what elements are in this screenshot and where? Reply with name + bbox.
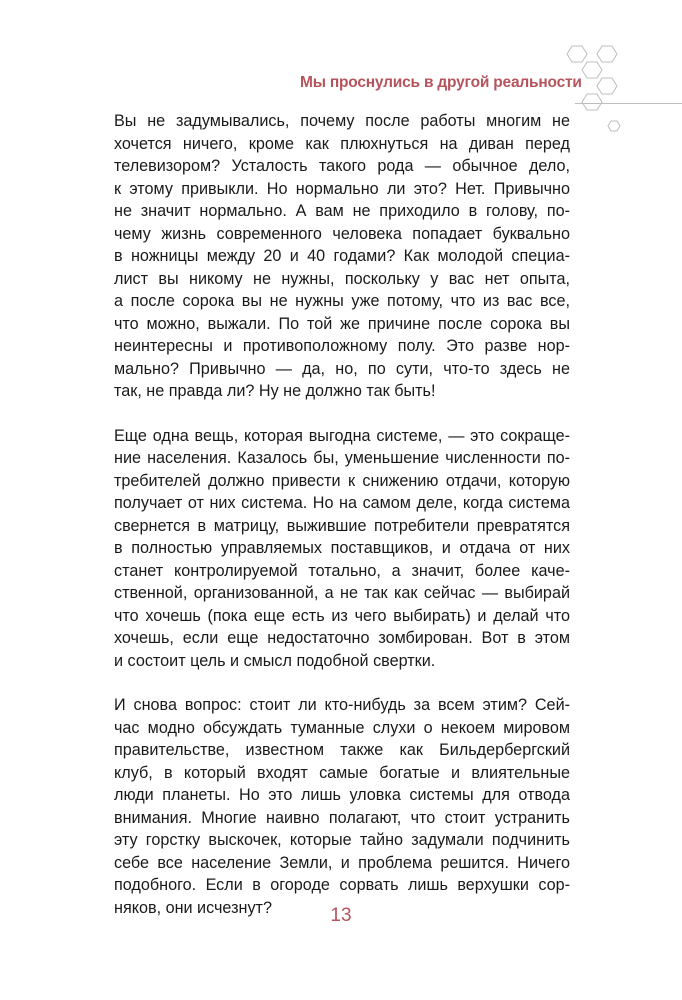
body-text bbox=[114, 110, 570, 941]
text-line: а после сорока вы не нужны уже потому, что из вас все, bbox=[114, 292, 570, 310]
paragraph bbox=[114, 110, 570, 403]
running-header-title: Мы проснулись в другой реальности bbox=[300, 74, 582, 91]
text-line: клуб, в который входят самые богатые и влиятельные bbox=[114, 763, 570, 782]
text-line: хочется ничего, кроме как плюхнуться на диван перед bbox=[114, 134, 570, 153]
text-line: свернется в матрицу, выжившие потребители превратятся bbox=[114, 516, 570, 535]
text-line: неинтересны и противоположному полу. Это разве нор- bbox=[114, 337, 570, 355]
text-line: Вы не задумывались, почему после работы многим не bbox=[114, 112, 570, 130]
text-line: няков, они исчезнут? bbox=[114, 898, 272, 917]
text-line: мально? Привычно — да, но, по сути, что-то здесь не bbox=[114, 359, 570, 378]
text-line: хочешь, если еще недостаточно зомбирован. Вот в этом bbox=[114, 629, 570, 647]
text-line: станет контролируемой тотально, а значит, более каче- bbox=[114, 561, 570, 580]
text-line: получает от них система. Но на самом деле, когда система bbox=[114, 494, 570, 512]
text-line: И снова вопрос: стоит ли кто-нибудь за всем этим? Сей- bbox=[114, 696, 570, 714]
text-line: себе все население Земли, и проблема решится. Ничего bbox=[114, 853, 570, 872]
text-line: к этому привыкли. Но нормально ли это? Нет. Привычно bbox=[114, 179, 570, 198]
hexagon-shape bbox=[597, 46, 617, 62]
header-rule bbox=[575, 103, 682, 104]
text-line: час модно обсуждать туманные слухи о некоем мировом bbox=[114, 718, 570, 737]
text-line: люди планеты. Но это лишь уловка системы для отвода bbox=[114, 786, 570, 804]
text-line: что можно, выжали. По той же причине после сорока вы bbox=[114, 314, 570, 333]
hexagon-shape bbox=[582, 62, 602, 78]
text-line: правительстве, известном также как Бильдербергский bbox=[114, 741, 570, 759]
page-number: 13 bbox=[330, 905, 352, 926]
text-line: подобного. Если в огороде сорвать лишь верхушки сор- bbox=[114, 876, 570, 894]
text-line: в полностью управляемых поставщиков, и отдача от них bbox=[114, 539, 570, 557]
text-line: Еще одна вещь, которая выгодна системе, — это сокраще- bbox=[114, 426, 570, 445]
text-line: лист вы никому не нужны, поскольку у вас нет опыта, bbox=[114, 269, 570, 288]
hexagon-shape bbox=[608, 121, 620, 131]
text-line: и состоит цель и смысл подобной свертки. bbox=[114, 651, 436, 670]
text-line: требителей должно привести к снижению отдачи, которую bbox=[114, 471, 570, 490]
text-line: ственной, организованной, а не так как сейчас — выбирай bbox=[114, 584, 570, 602]
hexagon-shape bbox=[567, 46, 587, 62]
hexagon-shape bbox=[597, 78, 617, 94]
text-line: чему жизнь современного человека попадает буквально bbox=[114, 224, 570, 243]
text-line: в ножницы между 20 и 40 годами? Как молодой специа- bbox=[114, 247, 570, 265]
paragraph bbox=[114, 425, 570, 673]
text-line: эту горстку выскочек, которые тайно задумали подчинить bbox=[114, 831, 570, 849]
text-line: ние населения. Казалось бы, уменьшение численности по- bbox=[114, 449, 570, 467]
text-line: что хочешь (пока еще есть из чего выбирать) и делай что bbox=[114, 606, 570, 625]
text-line: так, не правда ли? Ну не должно так быть! bbox=[114, 382, 436, 400]
paragraph bbox=[114, 694, 570, 919]
text-line: не значит нормально. А вам не приходило в голову, по- bbox=[114, 202, 570, 220]
hexagon-shape bbox=[582, 94, 602, 110]
text-line: внимания. Многие наивно полагают, что стоит устранить bbox=[114, 808, 570, 827]
text-line: телевизором? Усталость такого рода — обычное дело, bbox=[114, 157, 570, 175]
